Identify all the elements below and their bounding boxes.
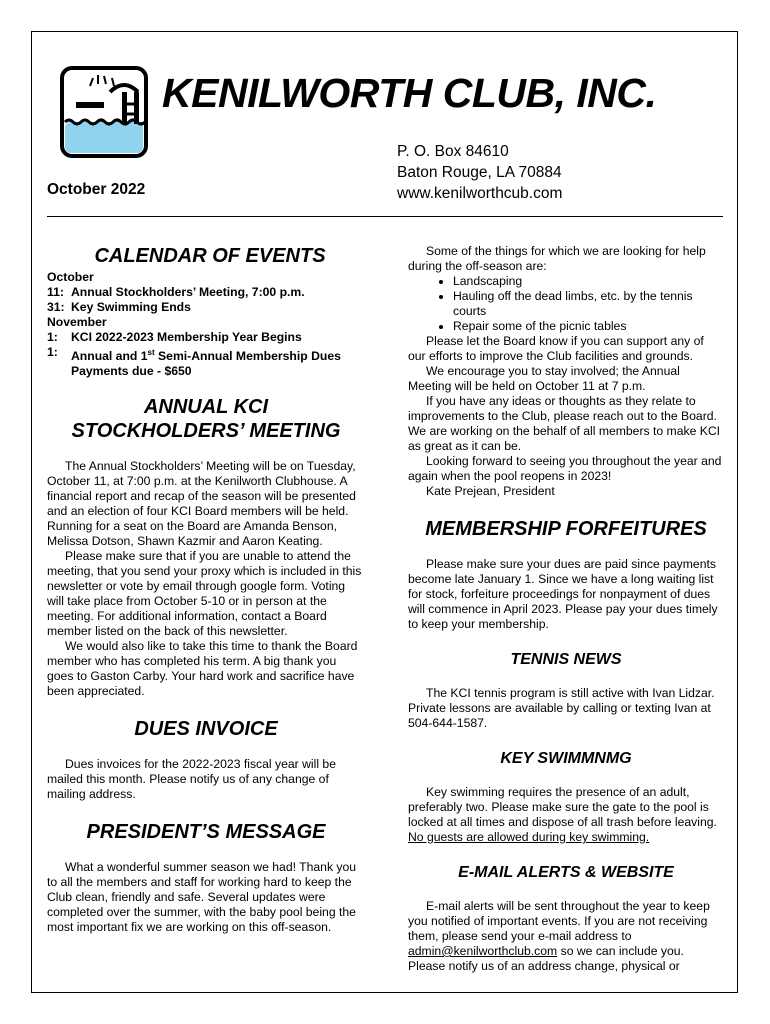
calendar-item: 11: Annual Stockholders’ Meeting, 7:00 p.m.	[47, 285, 305, 299]
paragraph: Key swimming requires the presence of an adult, preferably two. Please make sure the gate to the pool is locked at all times and dispose of all trash before leaving. No guests are allowed during key swimming.	[408, 785, 717, 844]
paragraph: Please make sure that if you are unable to attend the meeting, that you send your proxy which is included in this newsletter or vote by email through google form. Voting will take place from October 5-10 or in person at the meeting. For additional information, contact a Board member listed on the back of this newsletter.	[47, 549, 362, 639]
paragraph: We would also like to take this time to thank the Board member who has completed his term. A big thank you goes to Gaston Carby. Your hard work and sacrifice have been appreciated.	[47, 639, 358, 699]
president-heading: PRESIDENT’S MESSAGE	[86, 821, 326, 844]
website-line: www.kenilworthcub.com	[397, 185, 563, 202]
calendar-item: 1: Annual and 1st Semi-Annual Membership Dues Payments due - $650	[47, 345, 341, 379]
mailing-address	[397, 141, 562, 204]
header-divider	[47, 216, 723, 217]
calendar-heading: CALENDAR OF EVENTS	[94, 245, 326, 267]
paragraph: Looking forward to seeing you throughout the year and again when the pool reopens in 2023!	[408, 454, 722, 483]
right-column	[408, 244, 724, 974]
key-swimming-heading: KEY SWIMMNMG	[500, 750, 632, 767]
tennis-heading: TENNIS NEWS	[510, 651, 622, 668]
paragraph: Please let the Board know if you can support any of our efforts to improve the Club facilities and grounds.	[408, 334, 704, 363]
org-name: KENILWORTH CLUB, INC.	[162, 70, 657, 116]
help-list	[408, 274, 724, 334]
paragraph: Dues invoices for the 2022-2023 fiscal year will be mailed this month. Please notify us of any change of mailing address.	[47, 757, 336, 802]
paragraph: We encourage you to stay involved; the Annual Meeting will be held on October 11 at 7 p.m.	[408, 364, 680, 393]
calendar-month: October	[47, 270, 94, 284]
calendar-list	[47, 270, 365, 379]
dues-heading: DUES INVOICE	[134, 718, 278, 741]
club-logo-pool-icon	[60, 66, 148, 158]
paragraph: The KCI tennis program is still active with Ivan Lidzar. Private lessons are available by calling or texting Ivan at 504-644-1587.	[408, 686, 715, 730]
no-guests-notice: No guests are allowed during key swimming.	[408, 830, 650, 844]
paragraph: Please make sure your dues are paid since payments become late January 1. Since we have a long waiting list for stock, forfeiture proceedings for nonpayment of dues will commence in April 2023. Please pay your dues timely to keep your membership.	[408, 557, 718, 631]
email-link[interactable]: admin@kenilworthclub.com	[408, 944, 558, 958]
forfeitures-heading: MEMBERSHIP FORFEITURES	[425, 518, 707, 540]
list-item: • Landscaping	[453, 274, 724, 289]
paragraph: If you have any ideas or thoughts as they relate to improvements to the Club, please reach out to the Board. We are working on the behalf of all members to make KCI as great as it can be.	[408, 394, 721, 453]
list-item: • Hauling off the dead limbs, etc. by the tennis courts	[453, 289, 724, 319]
calendar-item: 31: Key Swimming Ends	[47, 300, 191, 314]
left-column	[47, 244, 365, 935]
address-line: Baton Rouge, LA 70884	[397, 164, 562, 181]
list-item: • Repair some of the picnic tables	[453, 319, 724, 334]
address-line: P. O. Box 84610	[397, 143, 509, 160]
paragraph: Some of the things for which we are looking for help during the off-season are:	[408, 244, 706, 273]
calendar-item: 1: KCI 2022-2023 Membership Year Begins	[47, 330, 302, 344]
issue-date: October 2022	[47, 181, 146, 198]
paragraph: E-mail alerts will be sent throughout the year to keep you notified of important events. If you are not receiving them, please send your e-mail address to admin@kenilworthclub.com so we can include you. Please notify us of an address change, physical or	[408, 899, 710, 973]
paragraph: What a wonderful summer season we had! Thank you to all the members and staff for working hard to keep the Club clean, friendly and safe. Several updates were completed over the summer, with the baby pool being the most important fix we are working on this off-season.	[47, 860, 357, 935]
calendar-month: November	[47, 315, 107, 329]
paragraph: The Annual Stockholders’ Meeting will be on Tuesday, October 11, at 7:00 p.m. at the Kenilworth Clubhouse. A financial report and recap of the season will be presented and an election of four KCI Board members will be held. Running for a seat on the Board are Amanda Benson, Melissa Dotson, Shawn Kazmir and Aaron Keating.	[47, 459, 356, 549]
signature-line: Kate Prejean, President	[426, 484, 555, 498]
stockholders-heading: ANNUAL KCI STOCKHOLDERS’ MEETING	[71, 396, 341, 443]
email-heading: E-MAIL ALERTS & WEBSITE	[458, 864, 674, 881]
